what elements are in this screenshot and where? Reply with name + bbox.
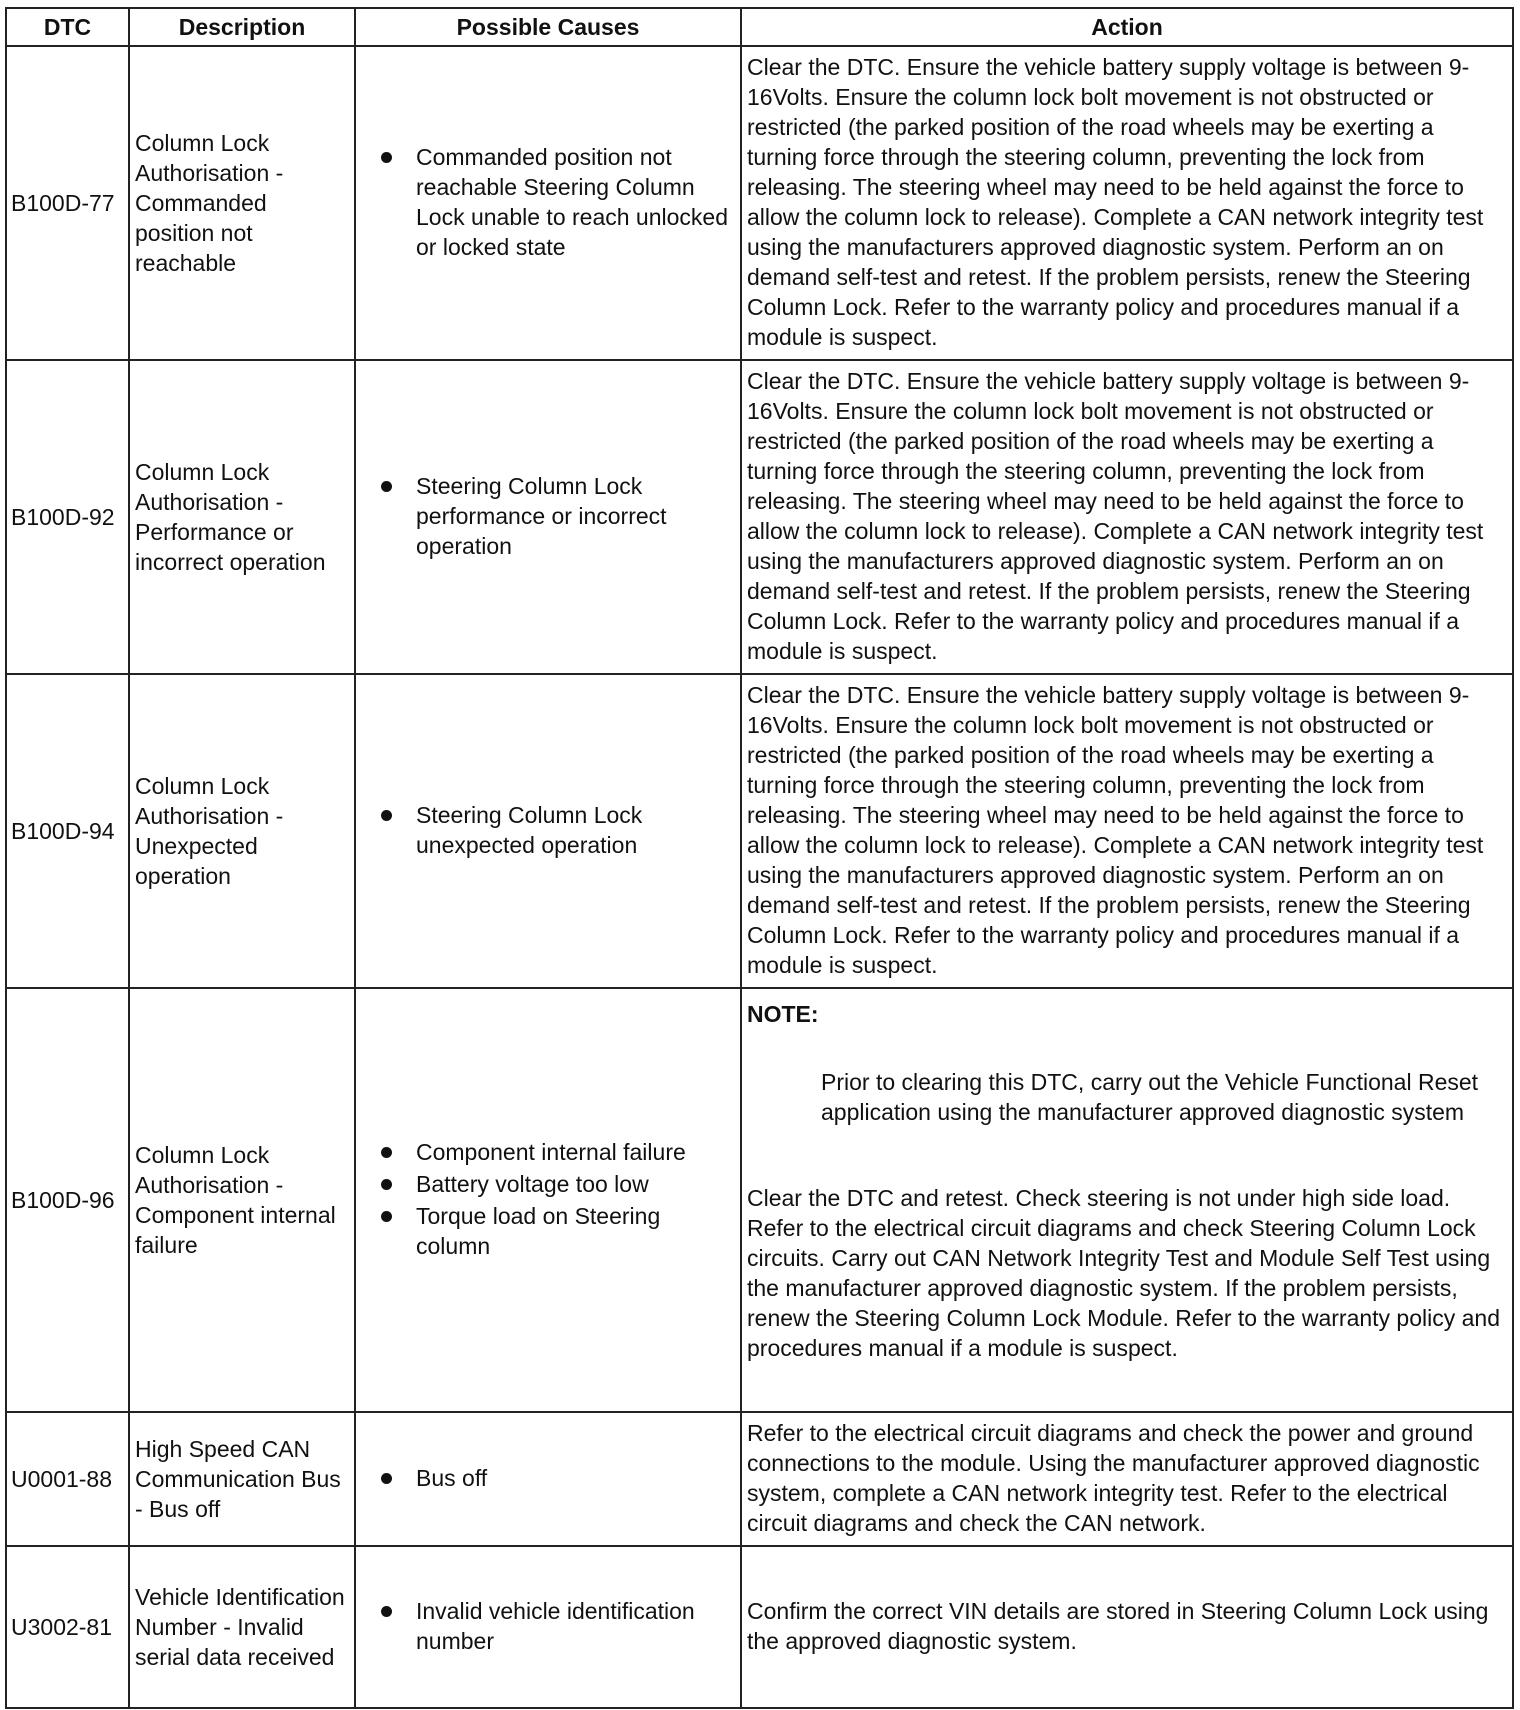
possible-causes-cell xyxy=(355,988,741,1412)
possible-causes-list xyxy=(361,1463,735,1493)
dtc-description: Column Lock Authorisation - Component internal failure xyxy=(129,988,355,1412)
dtc-description: Column Lock Authorisation - Commanded position not reachable xyxy=(129,46,355,360)
possible-causes-list xyxy=(361,471,735,561)
dtc-code: B100D-92 xyxy=(6,360,129,674)
dtc-page xyxy=(5,7,1512,1709)
dtc-description: Column Lock Authorisation - Unexpected operation xyxy=(129,674,355,988)
header-possible-causes: Possible Causes xyxy=(355,8,741,46)
cause-item: Battery voltage too low xyxy=(379,1169,735,1199)
cause-item: Invalid vehicle identification number xyxy=(379,1596,735,1656)
dtc-table xyxy=(5,7,1514,1709)
header-description: Description xyxy=(129,8,355,46)
possible-causes-cell xyxy=(355,360,741,674)
note-label: NOTE: xyxy=(747,1001,819,1027)
action-text: Refer to the electrical circuit diagrams and check the power and ground connections to the module. Using the manufacturer approved diagnostic system, complete a CAN network integrity test. Refer to the electrical circuit diagrams and check the CAN network. xyxy=(741,1412,1513,1546)
action-text: Clear the DTC. Ensure the vehicle battery supply voltage is between 9-16Volts. Ensure the column lock bolt movement is not obstructed or restricted (the parked position of the road wheels may be exerting a turning force through the steering column, preventing the lock from releasing. The steering wheel may need to be held against the force to allow the column lock to release). Complete a CAN network integrity test using the manufacturers approved diagnostic system. Perform an on demand self-test and retest. If the problem persists, renew the Steering Column Lock. Refer to the warranty policy and procedures manual if a module is suspect. xyxy=(741,360,1513,674)
dtc-code: B100D-77 xyxy=(6,46,129,360)
action-text: Confirm the correct VIN details are stored in Steering Column Lock using the approved diagnostic system. xyxy=(741,1546,1513,1708)
table-row xyxy=(6,46,1513,360)
possible-causes-cell xyxy=(355,1546,741,1708)
cause-item: Component internal failure xyxy=(379,1137,735,1167)
possible-causes-list xyxy=(361,142,735,262)
possible-causes-cell xyxy=(355,674,741,988)
table-row xyxy=(6,1412,1513,1546)
action-text: Clear the DTC. Ensure the vehicle battery supply voltage is between 9-16Volts. Ensure the column lock bolt movement is not obstructed or restricted (the parked position of the road wheels may be exerting a turning force through the steering column, preventing the lock from releasing. The steering wheel may need to be held against the force to allow the column lock to release). Complete a CAN network integrity test using the manufacturers approved diagnostic system. Perform an on demand self-test and retest. If the problem persists, renew the Steering Column Lock. Refer to the warranty policy and procedures manual if a module is suspect. xyxy=(741,46,1513,360)
cause-item: Torque load on Steering column xyxy=(379,1201,735,1261)
table-row xyxy=(6,988,1513,1412)
table-row xyxy=(6,674,1513,988)
header-action: Action xyxy=(741,8,1513,46)
dtc-description: High Speed CAN Communication Bus - Bus off xyxy=(129,1412,355,1546)
possible-causes-cell xyxy=(355,46,741,360)
dtc-code: U0001-88 xyxy=(6,1412,129,1546)
possible-causes-list xyxy=(361,1596,735,1656)
possible-causes-cell xyxy=(355,1412,741,1546)
cause-item: Steering Column Lock performance or incorrect operation xyxy=(379,471,735,561)
dtc-code: U3002-81 xyxy=(6,1546,129,1708)
dtc-code: B100D-96 xyxy=(6,988,129,1412)
dtc-code: B100D-94 xyxy=(6,674,129,988)
action-text: Clear the DTC. Ensure the vehicle battery supply voltage is between 9-16Volts. Ensure the column lock bolt movement is not obstructed or restricted (the parked position of the road wheels may be exerting a turning force through the steering column, preventing the lock from releasing. The steering wheel may need to be held against the force to allow the column lock to release). Complete a CAN network integrity test using the manufacturers approved diagnostic system. Perform an on demand self-test and retest. If the problem persists, renew the Steering Column Lock. Refer to the warranty policy and procedures manual if a module is suspect. xyxy=(741,674,1513,988)
cause-item: Steering Column Lock unexpected operation xyxy=(379,800,735,860)
table-row xyxy=(6,360,1513,674)
action-text: Clear the DTC and retest. Check steering is not under high side load. Refer to the electrical circuit diagrams and check Steering Column Lock circuits. Carry out CAN Network Integrity Test and Module Self Test using the manufacturer approved diagnostic system. If the problem persists, renew the Steering Column Lock Module. Refer to the warranty policy and procedures manual if a module is suspect. xyxy=(747,1185,1501,1361)
dtc-description: Vehicle Identification Number - Invalid serial data received xyxy=(129,1546,355,1708)
cause-item: Commanded position not reachable Steering Column Lock unable to reach unlocked or locked state xyxy=(379,142,735,262)
header-dtc: DTC xyxy=(6,8,129,46)
note-text: Prior to clearing this DTC, carry out the Vehicle Functional Reset application using the manufacturer approved diagnostic system xyxy=(821,1069,1479,1125)
possible-causes-list xyxy=(361,1137,735,1261)
action-cell xyxy=(741,988,1513,1412)
dtc-description: Column Lock Authorisation - Performance or incorrect operation xyxy=(129,360,355,674)
possible-causes-list xyxy=(361,800,735,860)
cause-item: Bus off xyxy=(379,1463,735,1493)
header-row xyxy=(6,8,1513,46)
table-row xyxy=(6,1546,1513,1708)
